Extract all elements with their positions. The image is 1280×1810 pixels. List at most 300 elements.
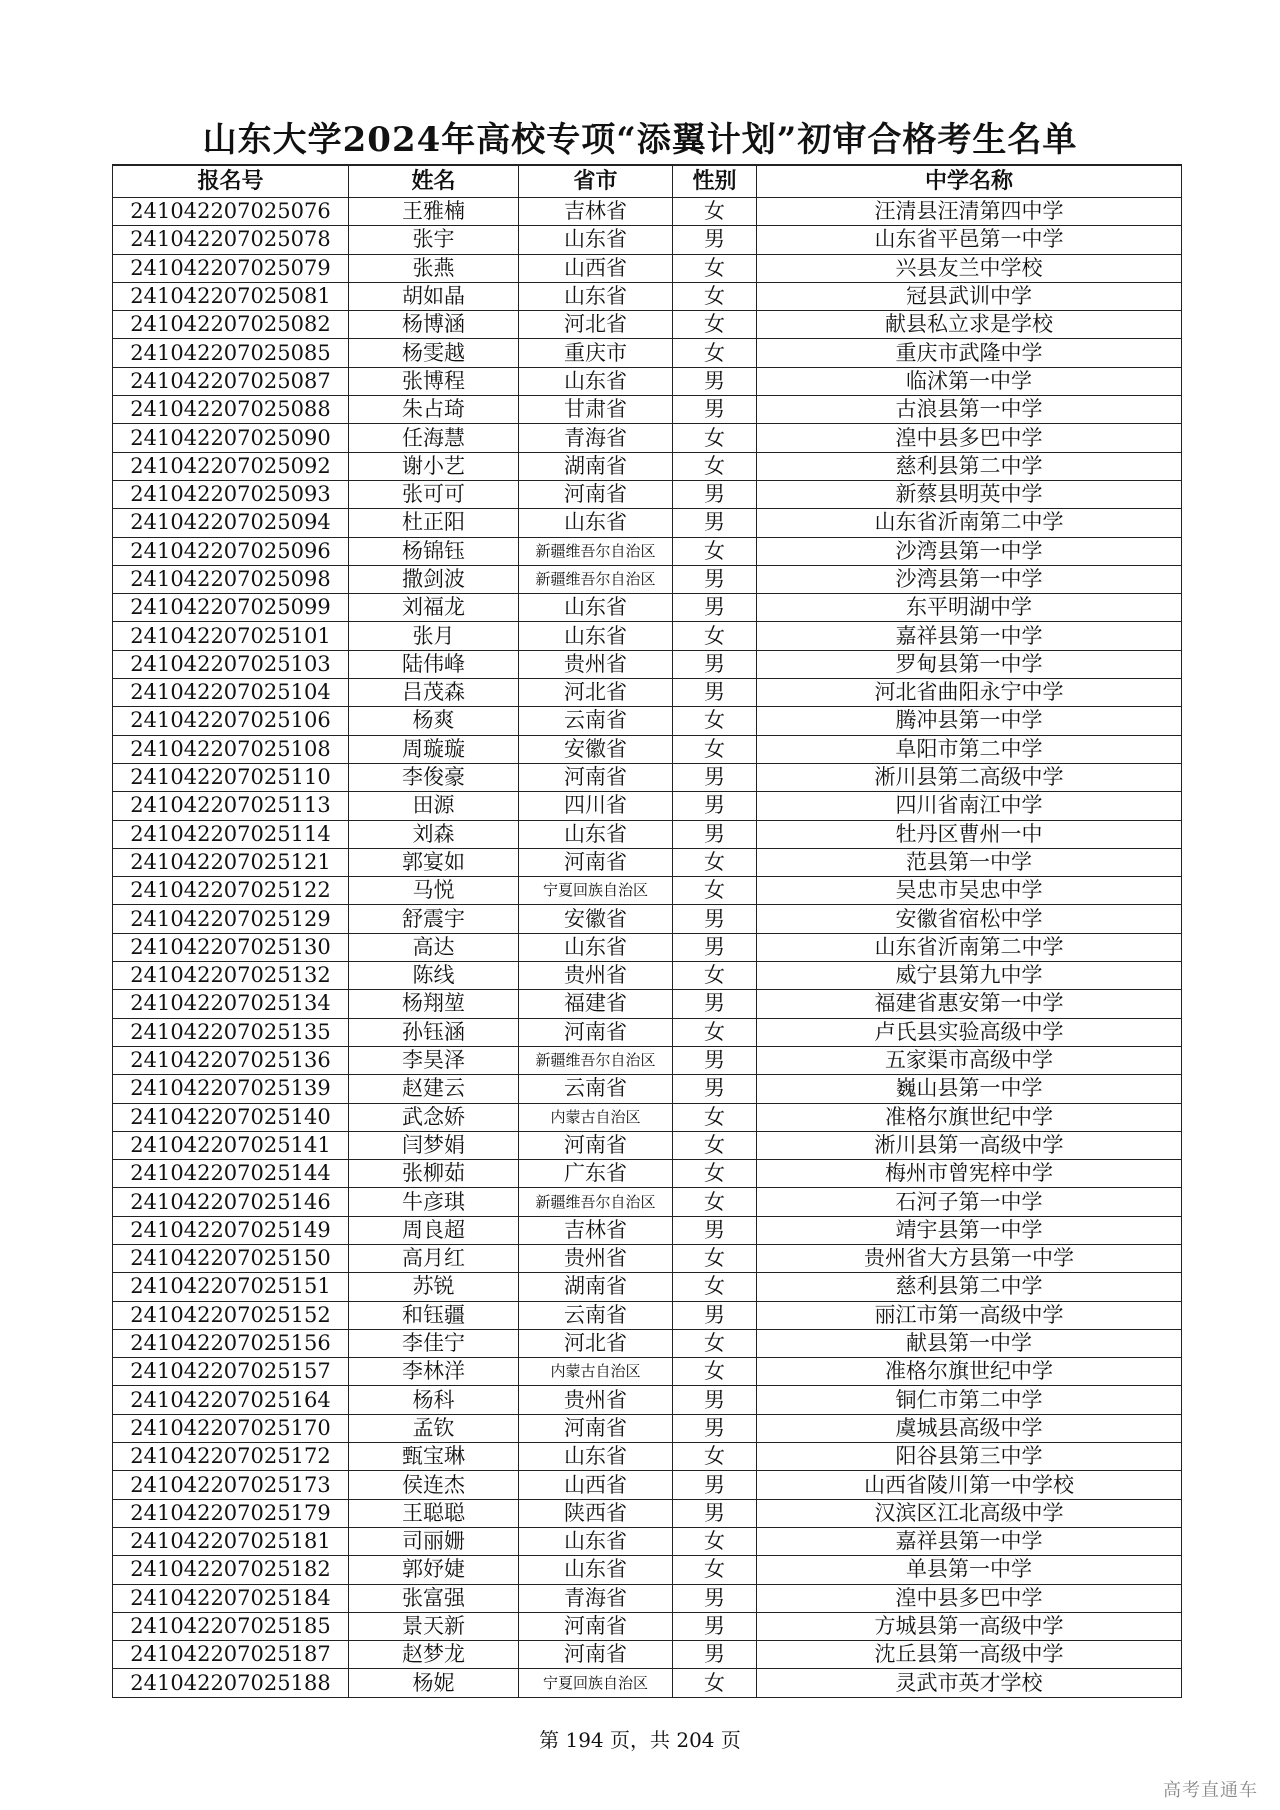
cell-registration-number: 241042207025182 — [113, 1556, 349, 1584]
table-row — [113, 905, 1182, 933]
cell-gender: 男 — [673, 990, 757, 1018]
cell-name: 苏锐 — [349, 1273, 519, 1301]
cell-school: 腾冲县第一中学 — [757, 707, 1182, 735]
cell-name: 郭妤婕 — [349, 1556, 519, 1584]
cell-gender: 男 — [673, 933, 757, 961]
table-row — [113, 1556, 1182, 1584]
cell-school: 单县第一中学 — [757, 1556, 1182, 1584]
cell-province: 青海省 — [519, 1584, 673, 1612]
cell-school: 沙湾县第一中学 — [757, 537, 1182, 565]
cell-name: 杨博涵 — [349, 311, 519, 339]
cell-school: 献县私立求是学校 — [757, 311, 1182, 339]
cell-school: 方城县第一高级中学 — [757, 1612, 1182, 1640]
table-row — [113, 1612, 1182, 1640]
cell-name: 任海慧 — [349, 424, 519, 452]
cell-school: 石河子第一中学 — [757, 1188, 1182, 1216]
table-row — [113, 480, 1182, 508]
cell-province: 吉林省 — [519, 198, 673, 226]
cell-gender: 男 — [673, 820, 757, 848]
cell-registration-number: 241042207025104 — [113, 679, 349, 707]
cell-name: 杨爽 — [349, 707, 519, 735]
cell-name: 李林洋 — [349, 1358, 519, 1386]
cell-province: 宁夏回族自治区 — [519, 877, 673, 905]
cell-school: 湟中县多巴中学 — [757, 1584, 1182, 1612]
table-row — [113, 962, 1182, 990]
cell-school: 临沭第一中学 — [757, 367, 1182, 395]
cell-name: 武念娇 — [349, 1103, 519, 1131]
cell-name: 周璇璇 — [349, 735, 519, 763]
cell-gender: 女 — [673, 1188, 757, 1216]
cell-school: 献县第一中学 — [757, 1329, 1182, 1357]
cell-gender: 男 — [673, 1584, 757, 1612]
table-row — [113, 1414, 1182, 1442]
cell-name: 孙钰涵 — [349, 1018, 519, 1046]
table-row — [113, 1131, 1182, 1159]
cell-registration-number: 241042207025110 — [113, 763, 349, 791]
cell-name: 李佳宁 — [349, 1329, 519, 1357]
cell-gender: 女 — [673, 1131, 757, 1159]
cell-school: 范县第一中学 — [757, 848, 1182, 876]
cell-name: 吕茂森 — [349, 679, 519, 707]
cell-province: 河北省 — [519, 1329, 673, 1357]
cell-name: 赵建云 — [349, 1075, 519, 1103]
cell-province: 河南省 — [519, 1414, 673, 1442]
cell-province: 新疆维吾尔自治区 — [519, 1188, 673, 1216]
cell-province: 山东省 — [519, 509, 673, 537]
cell-registration-number: 241042207025181 — [113, 1527, 349, 1555]
cell-gender: 男 — [673, 1046, 757, 1074]
cell-registration-number: 241042207025164 — [113, 1386, 349, 1414]
cell-gender: 男 — [673, 594, 757, 622]
candidate-table — [112, 164, 1182, 1698]
cell-school: 冠县武训中学 — [757, 282, 1182, 310]
cell-province: 山东省 — [519, 594, 673, 622]
cell-registration-number: 241042207025152 — [113, 1301, 349, 1329]
header-province: 省市 — [519, 165, 673, 198]
cell-school: 山西省陵川第一中学校 — [757, 1471, 1182, 1499]
table-row — [113, 1244, 1182, 1272]
cell-gender: 女 — [673, 1329, 757, 1357]
cell-school: 安徽省宿松中学 — [757, 905, 1182, 933]
table-row — [113, 396, 1182, 424]
cell-school: 汉滨区江北高级中学 — [757, 1499, 1182, 1527]
cell-province: 新疆维吾尔自治区 — [519, 1046, 673, 1074]
page-footer: 第 194 页，共 204 页 — [539, 1728, 741, 1752]
table-row — [113, 1471, 1182, 1499]
cell-province: 山东省 — [519, 367, 673, 395]
cell-province: 安徽省 — [519, 735, 673, 763]
cell-province: 宁夏回族自治区 — [519, 1669, 673, 1697]
cell-school: 古浪县第一中学 — [757, 396, 1182, 424]
table-row — [113, 792, 1182, 820]
cell-gender: 女 — [673, 1527, 757, 1555]
cell-province: 山东省 — [519, 1443, 673, 1471]
cell-registration-number: 241042207025150 — [113, 1244, 349, 1272]
table-row — [113, 339, 1182, 367]
cell-registration-number: 241042207025188 — [113, 1669, 349, 1697]
cell-gender: 女 — [673, 622, 757, 650]
table-row — [113, 1018, 1182, 1046]
cell-gender: 男 — [673, 565, 757, 593]
table-row — [113, 877, 1182, 905]
cell-name: 王雅楠 — [349, 198, 519, 226]
cell-school: 威宁县第九中学 — [757, 962, 1182, 990]
cell-gender: 男 — [673, 367, 757, 395]
table-row — [113, 1273, 1182, 1301]
cell-registration-number: 241042207025081 — [113, 282, 349, 310]
cell-name: 马悦 — [349, 877, 519, 905]
cell-registration-number: 241042207025099 — [113, 594, 349, 622]
cell-school: 东平明湖中学 — [757, 594, 1182, 622]
cell-registration-number: 241042207025088 — [113, 396, 349, 424]
cell-province: 广东省 — [519, 1160, 673, 1188]
cell-school: 湟中县多巴中学 — [757, 424, 1182, 452]
table-row — [113, 990, 1182, 1018]
cell-school: 山东省沂南第二中学 — [757, 509, 1182, 537]
cell-name: 杨妮 — [349, 1669, 519, 1697]
cell-province: 新疆维吾尔自治区 — [519, 537, 673, 565]
cell-name: 胡如晶 — [349, 282, 519, 310]
cell-school: 准格尔旗世纪中学 — [757, 1358, 1182, 1386]
cell-registration-number: 241042207025114 — [113, 820, 349, 848]
table-body — [113, 198, 1182, 1698]
cell-registration-number: 241042207025146 — [113, 1188, 349, 1216]
table-row — [113, 367, 1182, 395]
cell-school: 慈利县第二中学 — [757, 1273, 1182, 1301]
cell-name: 撒剑波 — [349, 565, 519, 593]
cell-gender: 女 — [673, 707, 757, 735]
cell-gender: 女 — [673, 254, 757, 282]
table-row — [113, 707, 1182, 735]
cell-school: 新蔡县明英中学 — [757, 480, 1182, 508]
cell-name: 闫梦娟 — [349, 1131, 519, 1159]
cell-school: 慈利县第二中学 — [757, 452, 1182, 480]
cell-gender: 女 — [673, 1358, 757, 1386]
cell-name: 杨雯越 — [349, 339, 519, 367]
cell-province: 云南省 — [519, 707, 673, 735]
cell-name: 杨翔堃 — [349, 990, 519, 1018]
cell-gender: 女 — [673, 1669, 757, 1697]
cell-province: 河南省 — [519, 848, 673, 876]
cell-name: 郭宴如 — [349, 848, 519, 876]
cell-registration-number: 241042207025079 — [113, 254, 349, 282]
cell-gender: 女 — [673, 282, 757, 310]
cell-gender: 女 — [673, 311, 757, 339]
cell-name: 侯连杰 — [349, 1471, 519, 1499]
cell-registration-number: 241042207025135 — [113, 1018, 349, 1046]
cell-name: 田源 — [349, 792, 519, 820]
table-header-row — [113, 165, 1182, 198]
cell-gender: 女 — [673, 1244, 757, 1272]
cell-registration-number: 241042207025139 — [113, 1075, 349, 1103]
cell-registration-number: 241042207025076 — [113, 198, 349, 226]
cell-name: 孟钦 — [349, 1414, 519, 1442]
table-row — [113, 650, 1182, 678]
cell-province: 陕西省 — [519, 1499, 673, 1527]
cell-province: 山西省 — [519, 1471, 673, 1499]
table-row — [113, 198, 1182, 226]
cell-name: 李昊泽 — [349, 1046, 519, 1074]
cell-school: 阜阳市第二中学 — [757, 735, 1182, 763]
cell-registration-number: 241042207025134 — [113, 990, 349, 1018]
cell-school: 沙湾县第一中学 — [757, 565, 1182, 593]
cell-registration-number: 241042207025096 — [113, 537, 349, 565]
cell-registration-number: 241042207025103 — [113, 650, 349, 678]
table-row — [113, 509, 1182, 537]
table-row — [113, 763, 1182, 791]
cell-province: 河北省 — [519, 679, 673, 707]
cell-name: 张富强 — [349, 1584, 519, 1612]
cell-registration-number: 241042207025093 — [113, 480, 349, 508]
cell-province: 山东省 — [519, 1556, 673, 1584]
cell-school: 灵武市英才学校 — [757, 1669, 1182, 1697]
table-row — [113, 622, 1182, 650]
cell-gender: 男 — [673, 1641, 757, 1669]
table-row — [113, 226, 1182, 254]
cell-gender: 女 — [673, 877, 757, 905]
cell-province: 河南省 — [519, 1641, 673, 1669]
cell-gender: 男 — [673, 792, 757, 820]
cell-school: 山东省平邑第一中学 — [757, 226, 1182, 254]
cell-registration-number: 241042207025141 — [113, 1131, 349, 1159]
cell-registration-number: 241042207025185 — [113, 1612, 349, 1640]
cell-registration-number: 241042207025078 — [113, 226, 349, 254]
cell-gender: 男 — [673, 226, 757, 254]
cell-gender: 女 — [673, 735, 757, 763]
cell-province: 内蒙古自治区 — [519, 1103, 673, 1131]
table-row — [113, 311, 1182, 339]
cell-province: 内蒙古自治区 — [519, 1358, 673, 1386]
cell-name: 陆伟峰 — [349, 650, 519, 678]
cell-school: 准格尔旗世纪中学 — [757, 1103, 1182, 1131]
cell-name: 杜正阳 — [349, 509, 519, 537]
cell-registration-number: 241042207025082 — [113, 311, 349, 339]
cell-gender: 男 — [673, 1216, 757, 1244]
cell-name: 景天新 — [349, 1612, 519, 1640]
cell-gender: 男 — [673, 1471, 757, 1499]
cell-province: 山东省 — [519, 1527, 673, 1555]
cell-gender: 男 — [673, 763, 757, 791]
cell-school: 河北省曲阳永宁中学 — [757, 679, 1182, 707]
cell-name: 甄宝琳 — [349, 1443, 519, 1471]
table-row — [113, 282, 1182, 310]
cell-province: 湖南省 — [519, 452, 673, 480]
header-registration-number: 报名号 — [113, 165, 349, 198]
table-row — [113, 1188, 1182, 1216]
table-row — [113, 679, 1182, 707]
cell-name: 刘福龙 — [349, 594, 519, 622]
cell-name: 张可可 — [349, 480, 519, 508]
cell-registration-number: 241042207025098 — [113, 565, 349, 593]
cell-name: 张燕 — [349, 254, 519, 282]
cell-registration-number: 241042207025101 — [113, 622, 349, 650]
cell-school: 靖宇县第一中学 — [757, 1216, 1182, 1244]
table-row — [113, 1443, 1182, 1471]
cell-province: 山东省 — [519, 226, 673, 254]
cell-registration-number: 241042207025172 — [113, 1443, 349, 1471]
cell-gender: 男 — [673, 1386, 757, 1414]
cell-school: 阳谷县第三中学 — [757, 1443, 1182, 1471]
cell-gender: 男 — [673, 1499, 757, 1527]
cell-province: 贵州省 — [519, 650, 673, 678]
table-row — [113, 1358, 1182, 1386]
table-row — [113, 1527, 1182, 1555]
table-row — [113, 1046, 1182, 1074]
cell-province: 河南省 — [519, 1131, 673, 1159]
table-row — [113, 735, 1182, 763]
table-row — [113, 594, 1182, 622]
cell-school: 罗甸县第一中学 — [757, 650, 1182, 678]
cell-gender: 男 — [673, 509, 757, 537]
header-gender: 性别 — [673, 165, 757, 198]
cell-province: 甘肃省 — [519, 396, 673, 424]
table-row — [113, 452, 1182, 480]
cell-name: 张宇 — [349, 226, 519, 254]
cell-province: 河南省 — [519, 763, 673, 791]
cell-name: 陈线 — [349, 962, 519, 990]
cell-school: 贵州省大方县第一中学 — [757, 1244, 1182, 1272]
cell-gender: 女 — [673, 1556, 757, 1584]
cell-name: 张博程 — [349, 367, 519, 395]
cell-name: 刘森 — [349, 820, 519, 848]
cell-gender: 女 — [673, 1160, 757, 1188]
cell-school: 丽江市第一高级中学 — [757, 1301, 1182, 1329]
cell-province: 河南省 — [519, 1612, 673, 1640]
cell-school: 重庆市武隆中学 — [757, 339, 1182, 367]
cell-name: 高月红 — [349, 1244, 519, 1272]
cell-registration-number: 241042207025144 — [113, 1160, 349, 1188]
cell-registration-number: 241042207025157 — [113, 1358, 349, 1386]
cell-province: 贵州省 — [519, 962, 673, 990]
cell-gender: 女 — [673, 848, 757, 876]
cell-registration-number: 241042207025108 — [113, 735, 349, 763]
cell-registration-number: 241042207025187 — [113, 1641, 349, 1669]
cell-name: 杨科 — [349, 1386, 519, 1414]
cell-gender: 女 — [673, 1103, 757, 1131]
cell-school: 四川省南江中学 — [757, 792, 1182, 820]
table-row — [113, 1669, 1182, 1697]
cell-province: 四川省 — [519, 792, 673, 820]
cell-province: 河北省 — [519, 311, 673, 339]
cell-school: 嘉祥县第一中学 — [757, 622, 1182, 650]
cell-province: 山东省 — [519, 933, 673, 961]
cell-school: 卢氏县实验高级中学 — [757, 1018, 1182, 1046]
cell-registration-number: 241042207025121 — [113, 848, 349, 876]
cell-school: 汪清县汪清第四中学 — [757, 198, 1182, 226]
document-title: 山东大学2024年高校专项“添翼计划”初审合格考生名单 — [202, 120, 1078, 160]
cell-province: 山东省 — [519, 820, 673, 848]
cell-gender: 男 — [673, 480, 757, 508]
table-row — [113, 848, 1182, 876]
cell-name: 李俊豪 — [349, 763, 519, 791]
cell-school: 兴县友兰中学校 — [757, 254, 1182, 282]
cell-name: 和钰疆 — [349, 1301, 519, 1329]
cell-school: 沈丘县第一高级中学 — [757, 1641, 1182, 1669]
cell-registration-number: 241042207025106 — [113, 707, 349, 735]
cell-registration-number: 241042207025149 — [113, 1216, 349, 1244]
cell-registration-number: 241042207025092 — [113, 452, 349, 480]
cell-registration-number: 241042207025156 — [113, 1329, 349, 1357]
cell-school: 吴忠市吴忠中学 — [757, 877, 1182, 905]
cell-school: 铜仁市第二中学 — [757, 1386, 1182, 1414]
watermark: 高考直通车 — [1163, 1780, 1258, 1801]
table-row — [113, 1160, 1182, 1188]
cell-name: 朱占琦 — [349, 396, 519, 424]
cell-registration-number: 241042207025136 — [113, 1046, 349, 1074]
cell-school: 巍山县第一中学 — [757, 1075, 1182, 1103]
cell-name: 高达 — [349, 933, 519, 961]
header-name: 姓名 — [349, 165, 519, 198]
cell-province: 福建省 — [519, 990, 673, 1018]
cell-province: 山西省 — [519, 254, 673, 282]
cell-province: 山东省 — [519, 622, 673, 650]
cell-school: 虞城县高级中学 — [757, 1414, 1182, 1442]
table-row — [113, 254, 1182, 282]
table-row — [113, 1584, 1182, 1612]
cell-gender: 女 — [673, 1443, 757, 1471]
cell-gender: 女 — [673, 962, 757, 990]
cell-province: 重庆市 — [519, 339, 673, 367]
table-row — [113, 1641, 1182, 1669]
cell-name: 张柳茹 — [349, 1160, 519, 1188]
cell-registration-number: 241042207025085 — [113, 339, 349, 367]
cell-registration-number: 241042207025113 — [113, 792, 349, 820]
cell-province: 安徽省 — [519, 905, 673, 933]
header-school: 中学名称 — [757, 165, 1182, 198]
cell-school: 山东省沂南第二中学 — [757, 933, 1182, 961]
cell-gender: 女 — [673, 537, 757, 565]
cell-gender: 女 — [673, 1273, 757, 1301]
cell-gender: 女 — [673, 424, 757, 452]
table-row — [113, 565, 1182, 593]
table-row — [113, 1329, 1182, 1357]
cell-province: 青海省 — [519, 424, 673, 452]
cell-gender: 男 — [673, 396, 757, 424]
cell-registration-number: 241042207025122 — [113, 877, 349, 905]
cell-school: 福建省惠安第一中学 — [757, 990, 1182, 1018]
cell-province: 山东省 — [519, 282, 673, 310]
table-row — [113, 820, 1182, 848]
cell-name: 杨锦钰 — [349, 537, 519, 565]
cell-school: 五家渠市高级中学 — [757, 1046, 1182, 1074]
cell-province: 湖南省 — [519, 1273, 673, 1301]
cell-name: 赵梦龙 — [349, 1641, 519, 1669]
cell-registration-number: 241042207025151 — [113, 1273, 349, 1301]
cell-gender: 女 — [673, 339, 757, 367]
cell-province: 河南省 — [519, 1018, 673, 1046]
cell-registration-number: 241042207025130 — [113, 933, 349, 961]
cell-name: 王聪聪 — [349, 1499, 519, 1527]
cell-school: 嘉祥县第一中学 — [757, 1527, 1182, 1555]
cell-registration-number: 241042207025087 — [113, 367, 349, 395]
cell-name: 牛彦琪 — [349, 1188, 519, 1216]
cell-registration-number: 241042207025170 — [113, 1414, 349, 1442]
table-row — [113, 424, 1182, 452]
table-row — [113, 933, 1182, 961]
cell-gender: 男 — [673, 1075, 757, 1103]
table-row — [113, 1301, 1182, 1329]
cell-registration-number: 241042207025140 — [113, 1103, 349, 1131]
cell-gender: 男 — [673, 1612, 757, 1640]
cell-province: 河南省 — [519, 480, 673, 508]
table-row — [113, 1075, 1182, 1103]
cell-province: 新疆维吾尔自治区 — [519, 565, 673, 593]
cell-name: 司丽姗 — [349, 1527, 519, 1555]
table-row — [113, 537, 1182, 565]
cell-school: 淅川县第一高级中学 — [757, 1131, 1182, 1159]
cell-province: 吉林省 — [519, 1216, 673, 1244]
cell-gender: 男 — [673, 650, 757, 678]
